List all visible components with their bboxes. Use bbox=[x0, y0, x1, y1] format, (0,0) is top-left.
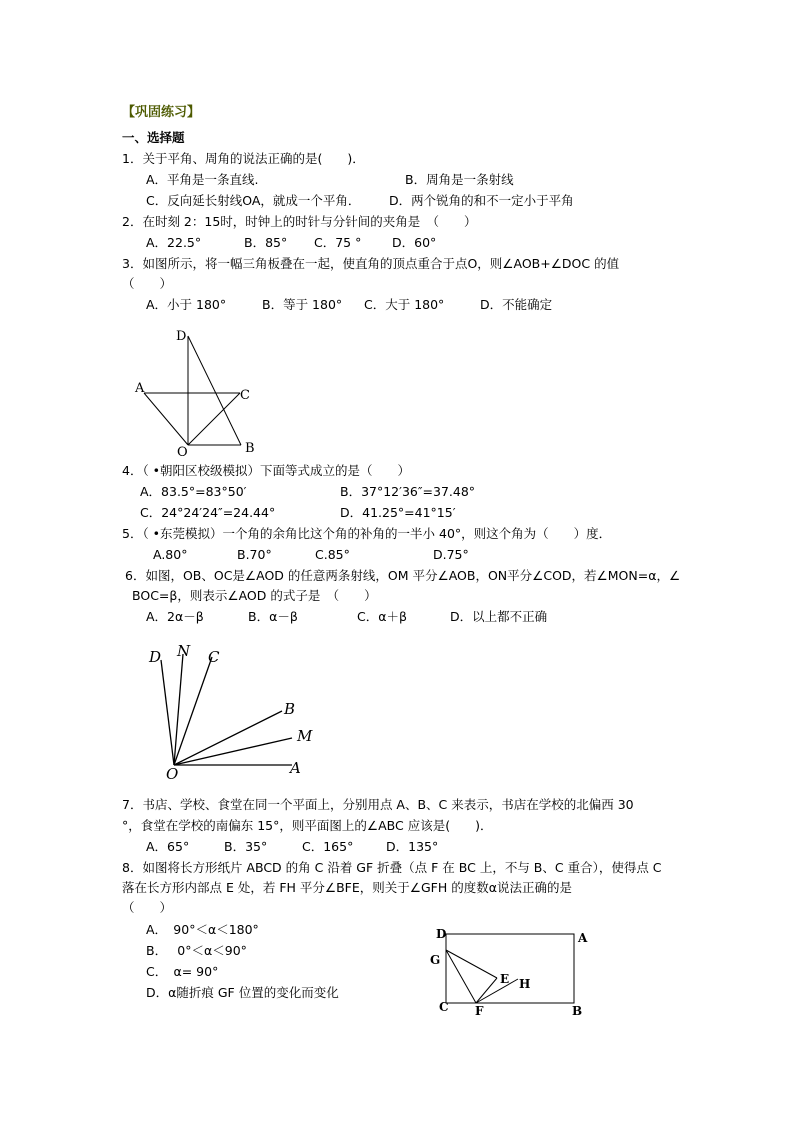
q4-option-c: C．24°24′24″=24.44° bbox=[140, 505, 276, 520]
folded-rectangle-figure bbox=[425, 922, 595, 1022]
rays-figure bbox=[140, 636, 330, 784]
segment-co bbox=[188, 393, 240, 445]
q7-option-d: D．135° bbox=[386, 839, 439, 854]
q3-option-a: A．小于 180° bbox=[146, 297, 227, 312]
q8-option-b: B． 0°＜α＜90° bbox=[146, 943, 247, 958]
label-m: M bbox=[297, 727, 313, 745]
q8-option-c: C． α= 90° bbox=[146, 964, 219, 979]
q6-option-a: A．2α－β bbox=[146, 609, 204, 624]
label-e: E bbox=[500, 972, 510, 986]
ray-on bbox=[174, 654, 183, 765]
q6-option-b: B．α－β bbox=[248, 609, 298, 624]
q2-option-a: A．22.5° bbox=[146, 235, 202, 250]
label-n: N bbox=[177, 642, 191, 660]
label-c: C bbox=[439, 1000, 449, 1014]
q4-option-d: D．41.25°=41°15′ bbox=[340, 505, 456, 520]
label-o: O bbox=[177, 445, 188, 460]
triangle-plates-figure bbox=[130, 322, 260, 462]
ray-od bbox=[161, 660, 174, 765]
q3-stem-1: 3．如图所示，将一幅三角板叠在一起，使直角的顶点重合于点O，则∠AOB+∠DOC 的值 bbox=[122, 256, 620, 271]
segment-fh bbox=[476, 979, 518, 1003]
q3-option-c: C．大于 180° bbox=[364, 297, 445, 312]
q1-option-c: C．反向延长射线OA，就成一个平角． bbox=[146, 193, 361, 208]
segment-ef bbox=[476, 978, 497, 1003]
q5-option-b: B.70° bbox=[237, 547, 272, 562]
q7-option-b: B．35° bbox=[224, 839, 268, 854]
q6-stem-1: 6．如图，OB、OC是∠AOD 的任意两条射线，OM 平分∠AOB，ON平分∠COD，若∠MON=α，∠ bbox=[125, 568, 681, 583]
segment-ao bbox=[144, 393, 188, 445]
q6-option-c: C．α＋β bbox=[357, 609, 407, 624]
q1-option-b: B．周角是一条射线 bbox=[405, 172, 514, 187]
label-b: B bbox=[284, 700, 296, 718]
q7-stem-1: 7．书店、学校、食堂在同一个平面上，分别用点 A、B、C 来表示，书店在学校的北偏西 30 bbox=[122, 797, 634, 812]
q8-stem-3: （ ） bbox=[122, 900, 173, 915]
q8-stem-1: 8．如图将长方形纸片 ABCD 的角 C 沿着 GF 折叠（点 F 在 BC 上，不与 B、C 重合），使得点 C bbox=[122, 860, 662, 875]
q2-option-c: C．75 ° bbox=[314, 235, 362, 250]
section-title: 【巩固练习】 bbox=[122, 105, 201, 120]
q8-option-a: A． 90°＜α＜180° bbox=[146, 922, 259, 937]
label-b: B bbox=[572, 1004, 583, 1018]
q7-option-c: C．165° bbox=[302, 839, 354, 854]
q8-option-d: D．α随折痕 GF 位置的变化而变化 bbox=[146, 985, 339, 1000]
label-a: A bbox=[135, 381, 145, 396]
label-c: C bbox=[240, 388, 250, 403]
label-c: C bbox=[208, 648, 220, 666]
q2-option-d: D．60° bbox=[392, 235, 437, 250]
q6-option-d: D．以上都不正确 bbox=[450, 609, 548, 624]
q8-stem-2: 落在长方形内部点 E 处，若 FH 平分∠BFE，则关于∠GFH 的度数α说法正确的是 bbox=[122, 880, 572, 895]
label-d: D bbox=[436, 927, 447, 941]
label-g: G bbox=[430, 953, 441, 967]
q6-stem-2: BOC=β，则表示∠AOD 的式子是 （ ） bbox=[132, 588, 377, 603]
q4-stem: 4．（ •朝阳区校级模拟）下面等式成立的是（ ） bbox=[122, 463, 411, 478]
ray-om bbox=[174, 738, 292, 765]
q3-option-d: D．不能确定 bbox=[480, 297, 553, 312]
q2-option-b: B．85° bbox=[244, 235, 288, 250]
label-o: O bbox=[166, 765, 179, 783]
q4-option-a: A．83.5°=83°50′ bbox=[140, 484, 247, 499]
q5-option-a: A.80° bbox=[153, 547, 188, 562]
label-d: D bbox=[149, 648, 162, 666]
rectangle-abcd bbox=[446, 934, 574, 1003]
label-a: A bbox=[578, 931, 588, 945]
q5-option-d: D.75° bbox=[433, 547, 469, 562]
label-f: F bbox=[475, 1004, 484, 1018]
q5-stem: 5．（ •东莞模拟）一个角的余角比这个角的补角的一半小 40°，则这个角为（ ）度． bbox=[122, 526, 612, 541]
segment-db bbox=[188, 336, 241, 445]
q4-option-b: B．37°12′36″=37.48° bbox=[340, 484, 476, 499]
q7-option-a: A．65° bbox=[146, 839, 190, 854]
q1-option-a: A．平角是一条直线. bbox=[146, 172, 259, 187]
q1-option-d: D．两个锐角的和不一定小于平角 bbox=[389, 193, 574, 208]
label-a: A bbox=[290, 759, 301, 777]
label-b: B bbox=[245, 441, 255, 456]
q5-option-c: C.85° bbox=[315, 547, 350, 562]
part-title: 一、选择题 bbox=[122, 130, 185, 145]
label-d: D bbox=[176, 329, 187, 344]
label-h: H bbox=[519, 977, 531, 991]
q7-stem-2: °，食堂在学校的南偏东 15°，则平面图上的∠ABC 应该是( )． bbox=[122, 818, 493, 833]
q3-stem-2: （ ） bbox=[122, 276, 173, 291]
q3-option-b: B．等于 180° bbox=[262, 297, 343, 312]
q1-stem: 1．关于平角、周角的说法正确的是( )． bbox=[122, 151, 365, 166]
q2-stem: 2．在时刻 2：15时，时钟上的时针与分针间的夹角是 （ ） bbox=[122, 214, 477, 229]
